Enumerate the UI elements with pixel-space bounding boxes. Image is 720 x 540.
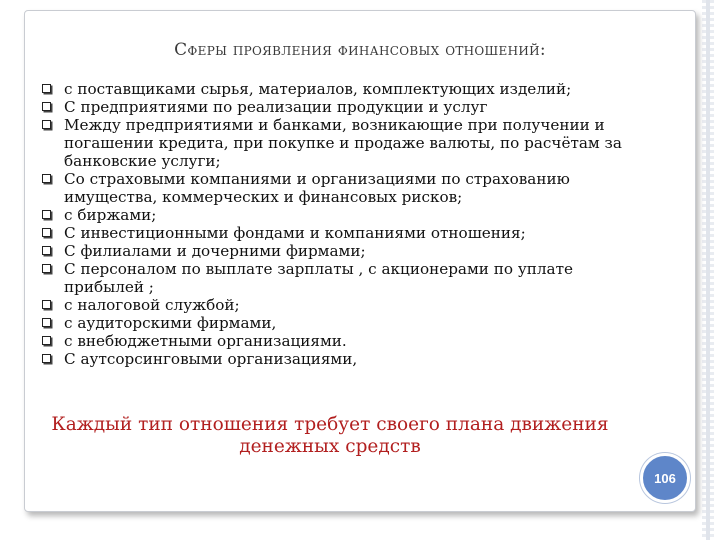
square-bullet-icon	[42, 354, 51, 363]
list-item	[42, 116, 642, 170]
square-bullet-icon	[42, 210, 51, 219]
square-bullet-icon	[42, 228, 51, 237]
list-item	[42, 350, 642, 368]
square-bullet-icon	[42, 174, 51, 183]
list-item	[42, 170, 642, 206]
list-item	[42, 98, 642, 116]
highlight-note: Каждый тип отношения требует своего плана движения денежных средств	[51, 414, 609, 457]
square-bullet-icon	[42, 336, 51, 345]
list-item-text: С филиалами и дочерними фирмами;	[64, 242, 366, 260]
square-bullet-icon	[42, 120, 51, 129]
list-item	[42, 242, 642, 260]
list-item	[42, 260, 642, 296]
square-bullet-icon	[42, 264, 51, 273]
slide-title: Сферы проявления финансовых отношений:	[174, 40, 546, 60]
list-item-text: С аутсорсинговыми организациями,	[64, 350, 358, 368]
square-bullet-icon	[42, 300, 51, 309]
page-number-badge: 106	[640, 453, 690, 503]
list-item-text: с налоговой службой;	[64, 296, 240, 314]
list-item-text: Со страховыми компаниями и организациями по страхованию имущества, коммерческих и финансовых рисков;	[64, 170, 570, 206]
list-item-text: Между предприятиями и банками, возникающие при получении и погашении кредита, при покупке и продаже валюты, по расчётам за банковские услуги;	[64, 116, 622, 170]
list-item	[42, 206, 642, 224]
list-item-text: С инвестиционными фондами и компаниями отношения;	[64, 224, 526, 242]
list-item-text: с поставщиками сырья, материалов, комплектующих изделий;	[64, 80, 572, 98]
square-bullet-icon	[42, 84, 51, 93]
list-item-text: С персоналом по выплате зарплаты , с акционерами по уплате прибылей ;	[64, 260, 573, 296]
relations-list	[42, 80, 642, 368]
square-bullet-icon	[42, 318, 51, 327]
list-item-text: с биржами;	[64, 206, 157, 224]
square-bullet-icon	[42, 246, 51, 255]
list-item-text: с внебюджетными организациями.	[64, 332, 347, 350]
square-bullet-icon	[42, 102, 51, 111]
slide-edge-decoration	[702, 0, 714, 540]
list-item-text: с аудиторскими фирмами,	[64, 314, 277, 332]
list-item	[42, 80, 642, 98]
list-item	[42, 296, 642, 314]
list-item	[42, 224, 642, 242]
list-item	[42, 314, 642, 332]
list-item	[42, 332, 642, 350]
list-item-text: С предприятиями по реализации продукции и услуг	[64, 98, 488, 116]
